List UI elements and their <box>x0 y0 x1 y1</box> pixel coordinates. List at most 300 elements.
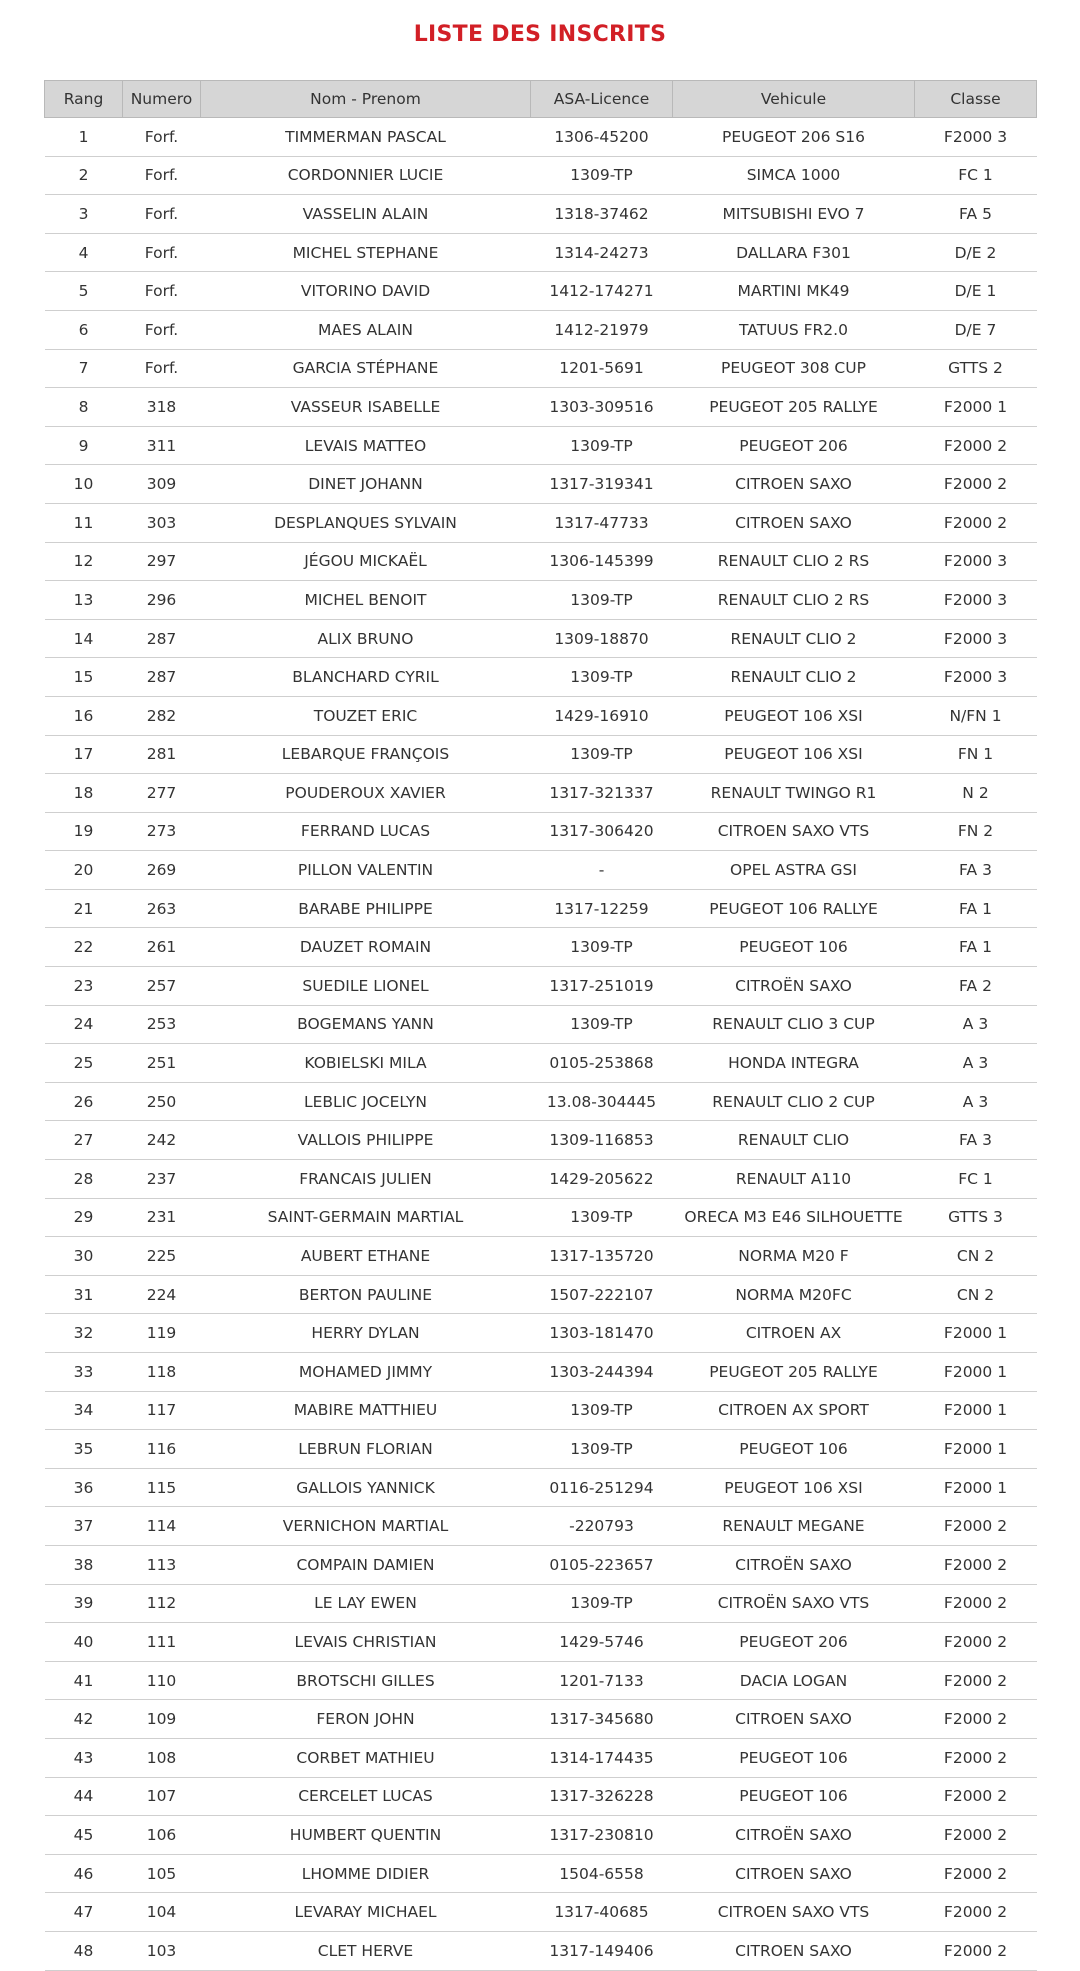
cell-rang: 14 <box>45 619 123 658</box>
cell-asa-licence: 1314-24273 <box>531 233 673 272</box>
cell-classe: F2000 1 <box>915 1353 1037 1392</box>
cell-nom-prenom: SUEDILE LIONEL <box>201 967 531 1006</box>
cell-vehicule: RENAULT CLIO 2 <box>673 658 915 697</box>
cell-nom-prenom: CLET HERVE <box>201 1931 531 1970</box>
table-row <box>45 1816 1037 1855</box>
cell-classe: N/FN 1 <box>915 696 1037 735</box>
table-row <box>45 1005 1037 1044</box>
cell-asa-licence: 1507-222107 <box>531 1275 673 1314</box>
table-body <box>45 118 1037 1971</box>
cell-rang: 44 <box>45 1777 123 1816</box>
table-row <box>45 658 1037 697</box>
cell-nom-prenom: VASSEUR ISABELLE <box>201 388 531 427</box>
cell-numero: 110 <box>123 1661 201 1700</box>
cell-nom-prenom: CORDONNIER LUCIE <box>201 156 531 195</box>
cell-numero: 269 <box>123 851 201 890</box>
cell-numero: 106 <box>123 1816 201 1855</box>
cell-vehicule: RENAULT CLIO 3 CUP <box>673 1005 915 1044</box>
cell-nom-prenom: LEBRUN FLORIAN <box>201 1430 531 1469</box>
cell-asa-licence: 1309-TP <box>531 1391 673 1430</box>
cell-classe: GTTS 3 <box>915 1198 1037 1237</box>
cell-numero: 287 <box>123 658 201 697</box>
cell-vehicule: SIMCA 1000 <box>673 156 915 195</box>
cell-vehicule: MITSUBISHI EVO 7 <box>673 195 915 234</box>
cell-rang: 15 <box>45 658 123 697</box>
cell-nom-prenom: GARCIA STÉPHANE <box>201 349 531 388</box>
cell-classe: FA 1 <box>915 889 1037 928</box>
cell-classe: CN 2 <box>915 1275 1037 1314</box>
cell-asa-licence: 1314-174435 <box>531 1738 673 1777</box>
cell-classe: F2000 3 <box>915 581 1037 620</box>
cell-rang: 18 <box>45 774 123 813</box>
cell-rang: 42 <box>45 1700 123 1739</box>
cell-numero: 261 <box>123 928 201 967</box>
cell-nom-prenom: LEVAIS CHRISTIAN <box>201 1623 531 1662</box>
cell-numero: 116 <box>123 1430 201 1469</box>
cell-classe: F2000 1 <box>915 1468 1037 1507</box>
cell-classe: F2000 2 <box>915 1661 1037 1700</box>
cell-vehicule: CITROËN SAXO <box>673 1816 915 1855</box>
cell-asa-licence: 1309-18870 <box>531 619 673 658</box>
cell-nom-prenom: VITORINO DAVID <box>201 272 531 311</box>
cell-classe: D/E 7 <box>915 310 1037 349</box>
cell-asa-licence: 1504-6558 <box>531 1854 673 1893</box>
cell-asa-licence: 13.08-304445 <box>531 1082 673 1121</box>
cell-classe: F2000 2 <box>915 1545 1037 1584</box>
cell-numero: 225 <box>123 1237 201 1276</box>
table-row <box>45 1430 1037 1469</box>
table-row <box>45 426 1037 465</box>
table-row <box>45 1353 1037 1392</box>
cell-numero: 251 <box>123 1044 201 1083</box>
cell-rang: 12 <box>45 542 123 581</box>
cell-classe: N 2 <box>915 774 1037 813</box>
cell-vehicule: CITROËN SAXO VTS <box>673 1584 915 1623</box>
cell-numero: 105 <box>123 1854 201 1893</box>
cell-numero: 114 <box>123 1507 201 1546</box>
header-rang: Rang <box>45 81 123 118</box>
cell-asa-licence: 1317-319341 <box>531 465 673 504</box>
cell-vehicule: PEUGEOT 106 XSI <box>673 1468 915 1507</box>
cell-numero: 282 <box>123 696 201 735</box>
cell-asa-licence: 1303-244394 <box>531 1353 673 1392</box>
cell-nom-prenom: COMPAIN DAMIEN <box>201 1545 531 1584</box>
cell-classe: F2000 2 <box>915 503 1037 542</box>
table-row <box>45 233 1037 272</box>
table-row <box>45 272 1037 311</box>
cell-asa-licence: 0116-251294 <box>531 1468 673 1507</box>
cell-asa-licence: 0105-253868 <box>531 1044 673 1083</box>
cell-classe: A 3 <box>915 1005 1037 1044</box>
cell-rang: 6 <box>45 310 123 349</box>
cell-rang: 29 <box>45 1198 123 1237</box>
table-row <box>45 1893 1037 1932</box>
cell-nom-prenom: LEVARAY MICHAEL <box>201 1893 531 1932</box>
table-row <box>45 735 1037 774</box>
cell-classe: FA 3 <box>915 1121 1037 1160</box>
cell-asa-licence: 1309-TP <box>531 658 673 697</box>
cell-classe: F2000 3 <box>915 542 1037 581</box>
cell-asa-licence: 1309-116853 <box>531 1121 673 1160</box>
table-row <box>45 1275 1037 1314</box>
cell-nom-prenom: CORBET MATHIEU <box>201 1738 531 1777</box>
cell-numero: 118 <box>123 1353 201 1392</box>
cell-nom-prenom: AUBERT ETHANE <box>201 1237 531 1276</box>
cell-vehicule: RENAULT A110 <box>673 1160 915 1199</box>
cell-nom-prenom: LEVAIS MATTEO <box>201 426 531 465</box>
cell-numero: 231 <box>123 1198 201 1237</box>
cell-classe: F2000 2 <box>915 1623 1037 1662</box>
cell-nom-prenom: BERTON PAULINE <box>201 1275 531 1314</box>
cell-nom-prenom: FRANCAIS JULIEN <box>201 1160 531 1199</box>
cell-rang: 23 <box>45 967 123 1006</box>
cell-nom-prenom: LHOMME DIDIER <box>201 1854 531 1893</box>
cell-rang: 38 <box>45 1545 123 1584</box>
cell-numero: 237 <box>123 1160 201 1199</box>
table-row <box>45 1082 1037 1121</box>
cell-rang: 11 <box>45 503 123 542</box>
cell-nom-prenom: TOUZET ERIC <box>201 696 531 735</box>
cell-classe: F2000 2 <box>915 1507 1037 1546</box>
cell-rang: 16 <box>45 696 123 735</box>
cell-nom-prenom: ALIX BRUNO <box>201 619 531 658</box>
cell-asa-licence: 1309-TP <box>531 735 673 774</box>
cell-classe: F2000 2 <box>915 1854 1037 1893</box>
cell-asa-licence: 1317-40685 <box>531 1893 673 1932</box>
cell-asa-licence: 1309-TP <box>531 426 673 465</box>
cell-classe: F2000 2 <box>915 1700 1037 1739</box>
cell-numero: 115 <box>123 1468 201 1507</box>
cell-vehicule: PEUGEOT 106 XSI <box>673 735 915 774</box>
table-row <box>45 1044 1037 1083</box>
cell-asa-licence: 1306-145399 <box>531 542 673 581</box>
cell-numero: 311 <box>123 426 201 465</box>
table-row <box>45 1121 1037 1160</box>
cell-rang: 5 <box>45 272 123 311</box>
cell-rang: 41 <box>45 1661 123 1700</box>
cell-nom-prenom: FERON JOHN <box>201 1700 531 1739</box>
table-row <box>45 156 1037 195</box>
cell-rang: 24 <box>45 1005 123 1044</box>
table-row <box>45 928 1037 967</box>
cell-rang: 37 <box>45 1507 123 1546</box>
table-row <box>45 542 1037 581</box>
cell-asa-licence: 1317-326228 <box>531 1777 673 1816</box>
cell-nom-prenom: BOGEMANS YANN <box>201 1005 531 1044</box>
cell-nom-prenom: TIMMERMAN PASCAL <box>201 118 531 157</box>
table-row <box>45 1854 1037 1893</box>
cell-classe: F2000 2 <box>915 1931 1037 1970</box>
cell-nom-prenom: JÉGOU MICKAËL <box>201 542 531 581</box>
table-row <box>45 465 1037 504</box>
table-row <box>45 1198 1037 1237</box>
header-asa-licence: ASA-Licence <box>531 81 673 118</box>
table-row <box>45 1623 1037 1662</box>
cell-nom-prenom: VERNICHON MARTIAL <box>201 1507 531 1546</box>
cell-nom-prenom: MAES ALAIN <box>201 310 531 349</box>
cell-rang: 1 <box>45 118 123 157</box>
table-row <box>45 118 1037 157</box>
cell-classe: F2000 1 <box>915 1391 1037 1430</box>
cell-numero: Forf. <box>123 272 201 311</box>
cell-numero: 224 <box>123 1275 201 1314</box>
table-row <box>45 889 1037 928</box>
cell-nom-prenom: MABIRE MATTHIEU <box>201 1391 531 1430</box>
cell-classe: F2000 1 <box>915 1430 1037 1469</box>
cell-rang: 19 <box>45 812 123 851</box>
cell-classe: F2000 3 <box>915 619 1037 658</box>
cell-nom-prenom: HERRY DYLAN <box>201 1314 531 1353</box>
cell-classe: D/E 2 <box>915 233 1037 272</box>
table-row <box>45 310 1037 349</box>
cell-numero: 303 <box>123 503 201 542</box>
cell-asa-licence: 1303-181470 <box>531 1314 673 1353</box>
cell-classe: F2000 2 <box>915 1584 1037 1623</box>
cell-nom-prenom: VALLOIS PHILIPPE <box>201 1121 531 1160</box>
table-row <box>45 1391 1037 1430</box>
cell-asa-licence: - <box>531 851 673 890</box>
table-row <box>45 349 1037 388</box>
cell-asa-licence: 1429-205622 <box>531 1160 673 1199</box>
cell-vehicule: DALLARA F301 <box>673 233 915 272</box>
cell-vehicule: PEUGEOT 205 RALLYE <box>673 1353 915 1392</box>
table-row <box>45 1777 1037 1816</box>
cell-classe: FN 1 <box>915 735 1037 774</box>
cell-rang: 22 <box>45 928 123 967</box>
cell-numero: 113 <box>123 1545 201 1584</box>
cell-numero: 117 <box>123 1391 201 1430</box>
cell-vehicule: RENAULT CLIO 2 RS <box>673 581 915 620</box>
cell-asa-licence: 1309-TP <box>531 1198 673 1237</box>
cell-asa-licence: 1306-45200 <box>531 118 673 157</box>
cell-rang: 10 <box>45 465 123 504</box>
cell-numero: Forf. <box>123 118 201 157</box>
cell-vehicule: CITROEN AX SPORT <box>673 1391 915 1430</box>
cell-asa-licence: 1317-12259 <box>531 889 673 928</box>
table-row <box>45 1160 1037 1199</box>
cell-asa-licence: 1429-5746 <box>531 1623 673 1662</box>
cell-vehicule: NORMA M20 F <box>673 1237 915 1276</box>
cell-classe: A 3 <box>915 1044 1037 1083</box>
cell-numero: 111 <box>123 1623 201 1662</box>
cell-vehicule: CITROEN SAXO VTS <box>673 1893 915 1932</box>
cell-rang: 21 <box>45 889 123 928</box>
cell-classe: F2000 3 <box>915 658 1037 697</box>
cell-vehicule: RENAULT CLIO 2 <box>673 619 915 658</box>
table-row <box>45 967 1037 1006</box>
cell-vehicule: RENAULT CLIO 2 CUP <box>673 1082 915 1121</box>
entrants-table <box>44 80 1037 1971</box>
table-row <box>45 1314 1037 1353</box>
table-row <box>45 619 1037 658</box>
cell-asa-licence: -220793 <box>531 1507 673 1546</box>
header-row <box>45 81 1037 118</box>
cell-asa-licence: 1309-TP <box>531 1584 673 1623</box>
cell-nom-prenom: SAINT-GERMAIN MARTIAL <box>201 1198 531 1237</box>
cell-numero: 309 <box>123 465 201 504</box>
cell-rang: 9 <box>45 426 123 465</box>
cell-numero: Forf. <box>123 233 201 272</box>
table-row <box>45 1661 1037 1700</box>
cell-asa-licence: 1309-TP <box>531 581 673 620</box>
cell-asa-licence: 1317-251019 <box>531 967 673 1006</box>
cell-vehicule: CITROEN AX <box>673 1314 915 1353</box>
cell-nom-prenom: LE LAY EWEN <box>201 1584 531 1623</box>
cell-numero: 277 <box>123 774 201 813</box>
table-row <box>45 388 1037 427</box>
cell-nom-prenom: MICHEL STEPHANE <box>201 233 531 272</box>
cell-rang: 7 <box>45 349 123 388</box>
cell-nom-prenom: POUDEROUX XAVIER <box>201 774 531 813</box>
header-numero: Numero <box>123 81 201 118</box>
cell-classe: F2000 2 <box>915 426 1037 465</box>
cell-rang: 30 <box>45 1237 123 1276</box>
table-row <box>45 1507 1037 1546</box>
table-row <box>45 581 1037 620</box>
cell-vehicule: PEUGEOT 206 <box>673 1623 915 1662</box>
cell-rang: 8 <box>45 388 123 427</box>
cell-nom-prenom: BLANCHARD CYRIL <box>201 658 531 697</box>
cell-vehicule: CITROEN SAXO <box>673 1854 915 1893</box>
cell-numero: 109 <box>123 1700 201 1739</box>
cell-classe: F2000 2 <box>915 1777 1037 1816</box>
cell-vehicule: CITROEN SAXO <box>673 1931 915 1970</box>
cell-nom-prenom: LEBLIC JOCELYN <box>201 1082 531 1121</box>
table-row <box>45 696 1037 735</box>
cell-rang: 28 <box>45 1160 123 1199</box>
cell-vehicule: PEUGEOT 106 XSI <box>673 696 915 735</box>
cell-vehicule: CITROËN SAXO <box>673 967 915 1006</box>
header-nom-prenom: Nom - Prenom <box>201 81 531 118</box>
cell-numero: 103 <box>123 1931 201 1970</box>
cell-rang: 45 <box>45 1816 123 1855</box>
cell-nom-prenom: GALLOIS YANNICK <box>201 1468 531 1507</box>
cell-nom-prenom: BROTSCHI GILLES <box>201 1661 531 1700</box>
cell-rang: 17 <box>45 735 123 774</box>
cell-nom-prenom: DAUZET ROMAIN <box>201 928 531 967</box>
table-header <box>45 81 1037 118</box>
cell-nom-prenom: CERCELET LUCAS <box>201 1777 531 1816</box>
cell-asa-licence: 1309-TP <box>531 1005 673 1044</box>
table-row <box>45 1931 1037 1970</box>
cell-classe: D/E 1 <box>915 272 1037 311</box>
cell-classe: F2000 1 <box>915 388 1037 427</box>
table-row <box>45 1468 1037 1507</box>
cell-vehicule: PEUGEOT 106 <box>673 1738 915 1777</box>
cell-numero: Forf. <box>123 195 201 234</box>
table-row <box>45 851 1037 890</box>
cell-vehicule: RENAULT CLIO 2 RS <box>673 542 915 581</box>
cell-vehicule: RENAULT MEGANE <box>673 1507 915 1546</box>
cell-nom-prenom: KOBIELSKI MILA <box>201 1044 531 1083</box>
cell-numero: 263 <box>123 889 201 928</box>
cell-numero: 253 <box>123 1005 201 1044</box>
cell-asa-licence: 0105-223657 <box>531 1545 673 1584</box>
cell-nom-prenom: HUMBERT QUENTIN <box>201 1816 531 1855</box>
cell-rang: 26 <box>45 1082 123 1121</box>
cell-asa-licence: 1201-5691 <box>531 349 673 388</box>
cell-numero: 257 <box>123 967 201 1006</box>
cell-numero: 273 <box>123 812 201 851</box>
cell-asa-licence: 1317-47733 <box>531 503 673 542</box>
cell-vehicule: TATUUS FR2.0 <box>673 310 915 349</box>
cell-asa-licence: 1309-TP <box>531 928 673 967</box>
cell-vehicule: CITROEN SAXO VTS <box>673 812 915 851</box>
cell-rang: 2 <box>45 156 123 195</box>
header-vehicule: Vehicule <box>673 81 915 118</box>
cell-vehicule: PEUGEOT 308 CUP <box>673 349 915 388</box>
cell-asa-licence: 1309-TP <box>531 156 673 195</box>
cell-classe: FC 1 <box>915 1160 1037 1199</box>
cell-rang: 20 <box>45 851 123 890</box>
cell-vehicule: PEUGEOT 106 <box>673 1777 915 1816</box>
cell-classe: CN 2 <box>915 1237 1037 1276</box>
cell-classe: F2000 2 <box>915 465 1037 504</box>
cell-asa-licence: 1317-321337 <box>531 774 673 813</box>
cell-asa-licence: 1201-7133 <box>531 1661 673 1700</box>
cell-asa-licence: 1412-21979 <box>531 310 673 349</box>
cell-asa-licence: 1317-345680 <box>531 1700 673 1739</box>
cell-rang: 39 <box>45 1584 123 1623</box>
cell-vehicule: CITROËN SAXO <box>673 1545 915 1584</box>
cell-vehicule: PEUGEOT 106 <box>673 1430 915 1469</box>
cell-asa-licence: 1317-230810 <box>531 1816 673 1855</box>
cell-vehicule: PEUGEOT 206 S16 <box>673 118 915 157</box>
cell-vehicule: ORECA M3 E46 SILHOUETTE <box>673 1198 915 1237</box>
cell-vehicule: MARTINI MK49 <box>673 272 915 311</box>
cell-rang: 43 <box>45 1738 123 1777</box>
cell-rang: 36 <box>45 1468 123 1507</box>
cell-classe: FA 5 <box>915 195 1037 234</box>
cell-rang: 40 <box>45 1623 123 1662</box>
cell-vehicule: PEUGEOT 206 <box>673 426 915 465</box>
cell-numero: Forf. <box>123 156 201 195</box>
cell-classe: F2000 2 <box>915 1816 1037 1855</box>
cell-rang: 32 <box>45 1314 123 1353</box>
cell-numero: 119 <box>123 1314 201 1353</box>
cell-vehicule: NORMA M20FC <box>673 1275 915 1314</box>
cell-nom-prenom: DINET JOHANN <box>201 465 531 504</box>
cell-rang: 48 <box>45 1931 123 1970</box>
cell-vehicule: CITROEN SAXO <box>673 465 915 504</box>
cell-asa-licence: 1317-149406 <box>531 1931 673 1970</box>
cell-classe: FA 1 <box>915 928 1037 967</box>
cell-classe: FN 2 <box>915 812 1037 851</box>
cell-vehicule: OPEL ASTRA GSI <box>673 851 915 890</box>
cell-classe: FA 3 <box>915 851 1037 890</box>
cell-classe: A 3 <box>915 1082 1037 1121</box>
cell-classe: F2000 2 <box>915 1893 1037 1932</box>
cell-asa-licence: 1412-174271 <box>531 272 673 311</box>
cell-rang: 4 <box>45 233 123 272</box>
cell-numero: 318 <box>123 388 201 427</box>
page-title: LISTE DES INSCRITS <box>413 22 667 47</box>
cell-asa-licence: 1303-309516 <box>531 388 673 427</box>
cell-numero: 112 <box>123 1584 201 1623</box>
cell-nom-prenom: MOHAMED JIMMY <box>201 1353 531 1392</box>
table-row <box>45 195 1037 234</box>
cell-classe: F2000 3 <box>915 118 1037 157</box>
cell-asa-licence: 1317-306420 <box>531 812 673 851</box>
table-row <box>45 774 1037 813</box>
cell-numero: 281 <box>123 735 201 774</box>
cell-classe: FA 2 <box>915 967 1037 1006</box>
table-row <box>45 1545 1037 1584</box>
cell-numero: 104 <box>123 1893 201 1932</box>
table-row <box>45 812 1037 851</box>
cell-vehicule: RENAULT TWINGO R1 <box>673 774 915 813</box>
cell-vehicule: PEUGEOT 205 RALLYE <box>673 388 915 427</box>
